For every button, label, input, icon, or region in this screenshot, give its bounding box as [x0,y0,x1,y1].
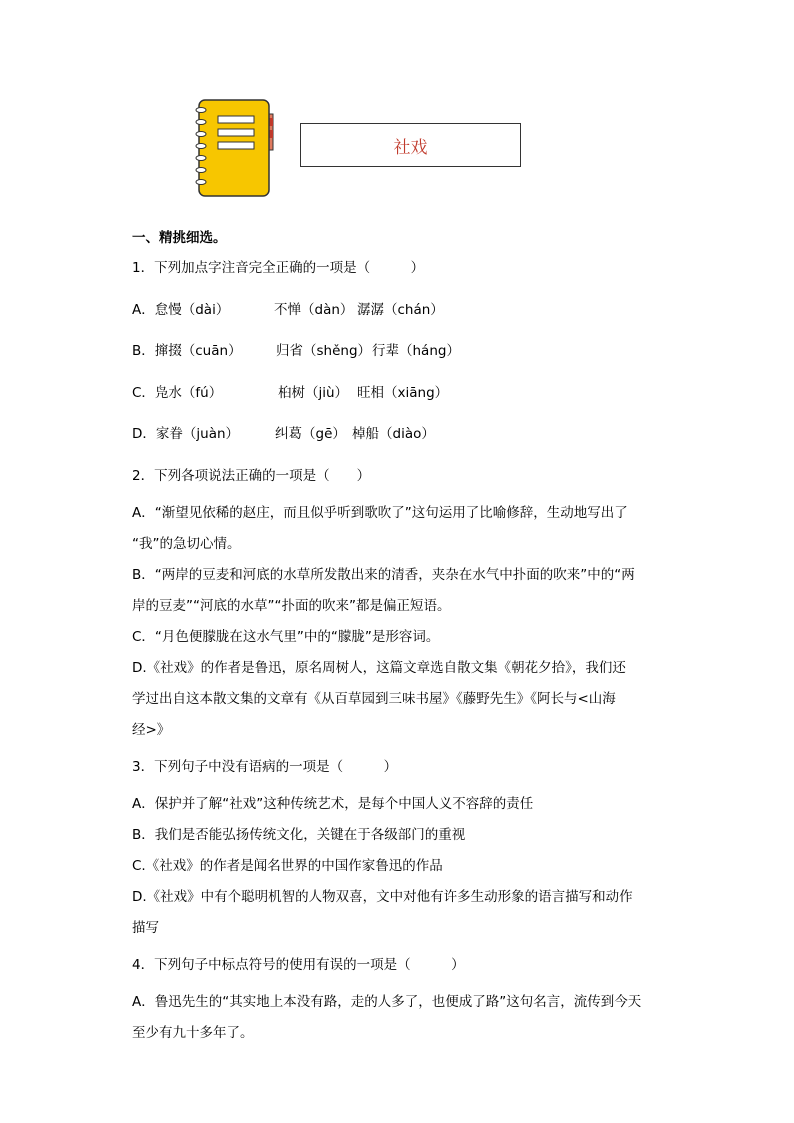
page-title: 社戏 [393,137,428,158]
q1-option-a-1: A．怠慢（dài） [132,302,230,318]
question-1-stem: 1．下列加点字注音完全正确的一项是（ ） [132,260,425,276]
q2-line: “我”的急切心情。 [132,536,241,552]
q2-line: D.《社戏》的作者是鲁迅，原名周树人，这篇文章选自散文集《朝花夕拾》，我们还 [132,660,626,676]
q1-option-c-1: C．凫水（fú） [132,385,223,401]
q1-option-c-3: 旺相（xiāng） [357,385,449,401]
q1-option-b-1: B．撺掇（cuān） [132,343,242,359]
q1-option-d-2: 纠葛（gē） [275,426,346,442]
question-4-stem: 4．下列句子中标点符号的使用有误的一项是（ ） [132,957,465,973]
q1-option-a-3: 潺潺（chán） [357,302,444,318]
q1-option-d-1: D．家眷（juàn） [132,426,240,442]
q3-line: D.《社戏》中有个聪明机智的人物双喜，文中对他有许多生动形象的语言描写和动作 [132,889,633,905]
q3-line: 描写 [132,920,159,936]
q1-option-b-2: 归省（shěng） [276,343,372,359]
q4-line: A．鲁迅先生的“其实地上本没有路，走的人多了，也便成了路”这句名言，流传到今天 [132,994,642,1010]
question-3-stem: 3．下列句子中没有语病的一项是（ ） [132,759,398,775]
notebook-icon [194,98,278,198]
q1-option-a-2: 不惮（dàn） [274,302,354,318]
q2-line: 经>》 [132,722,171,738]
q2-line: 学过出自这本散文集的文章有《从百草园到三味书屋》《藤野先生》《阿长与<山海 [132,691,616,707]
q3-line: B．我们是否能弘扬传统文化，关键在于各级部门的重视 [132,827,466,843]
q2-line: A．“渐望见依稀的赵庄，而且似乎听到歌吹了”这句运用了比喻修辞，生动地写出了 [132,505,628,521]
q2-line: 岸的豆麦”“河底的水草”“扑面的吹来”都是偏正短语。 [132,598,451,614]
section-title: 一、精挑细选。 [132,230,227,246]
q1-option-b-3: 行辈（háng） [372,343,460,359]
question-2-stem: 2．下列各项说法正确的一项是（ ） [132,468,371,484]
q1-option-d-3: 棹船（diào） [352,426,435,442]
q2-line: B．“两岸的豆麦和河底的水草所发散出来的清香，夹杂在水气中扑面的吹来”中的“两 [132,567,635,583]
q3-line: C.《社戏》的作者是闻名世界的中国作家鲁迅的作品 [132,858,443,874]
q2-line: C．“月色便朦胧在这水气里”中的“朦胧”是形容词。 [132,629,440,645]
q3-line: A．保护并了解“社戏”这种传统艺术，是每个中国人义不容辞的责任 [132,796,534,812]
q4-line: 至少有九十多年了。 [132,1025,254,1041]
q1-option-c-2: 桕树（jiù） [278,385,349,401]
title-box [300,123,521,167]
